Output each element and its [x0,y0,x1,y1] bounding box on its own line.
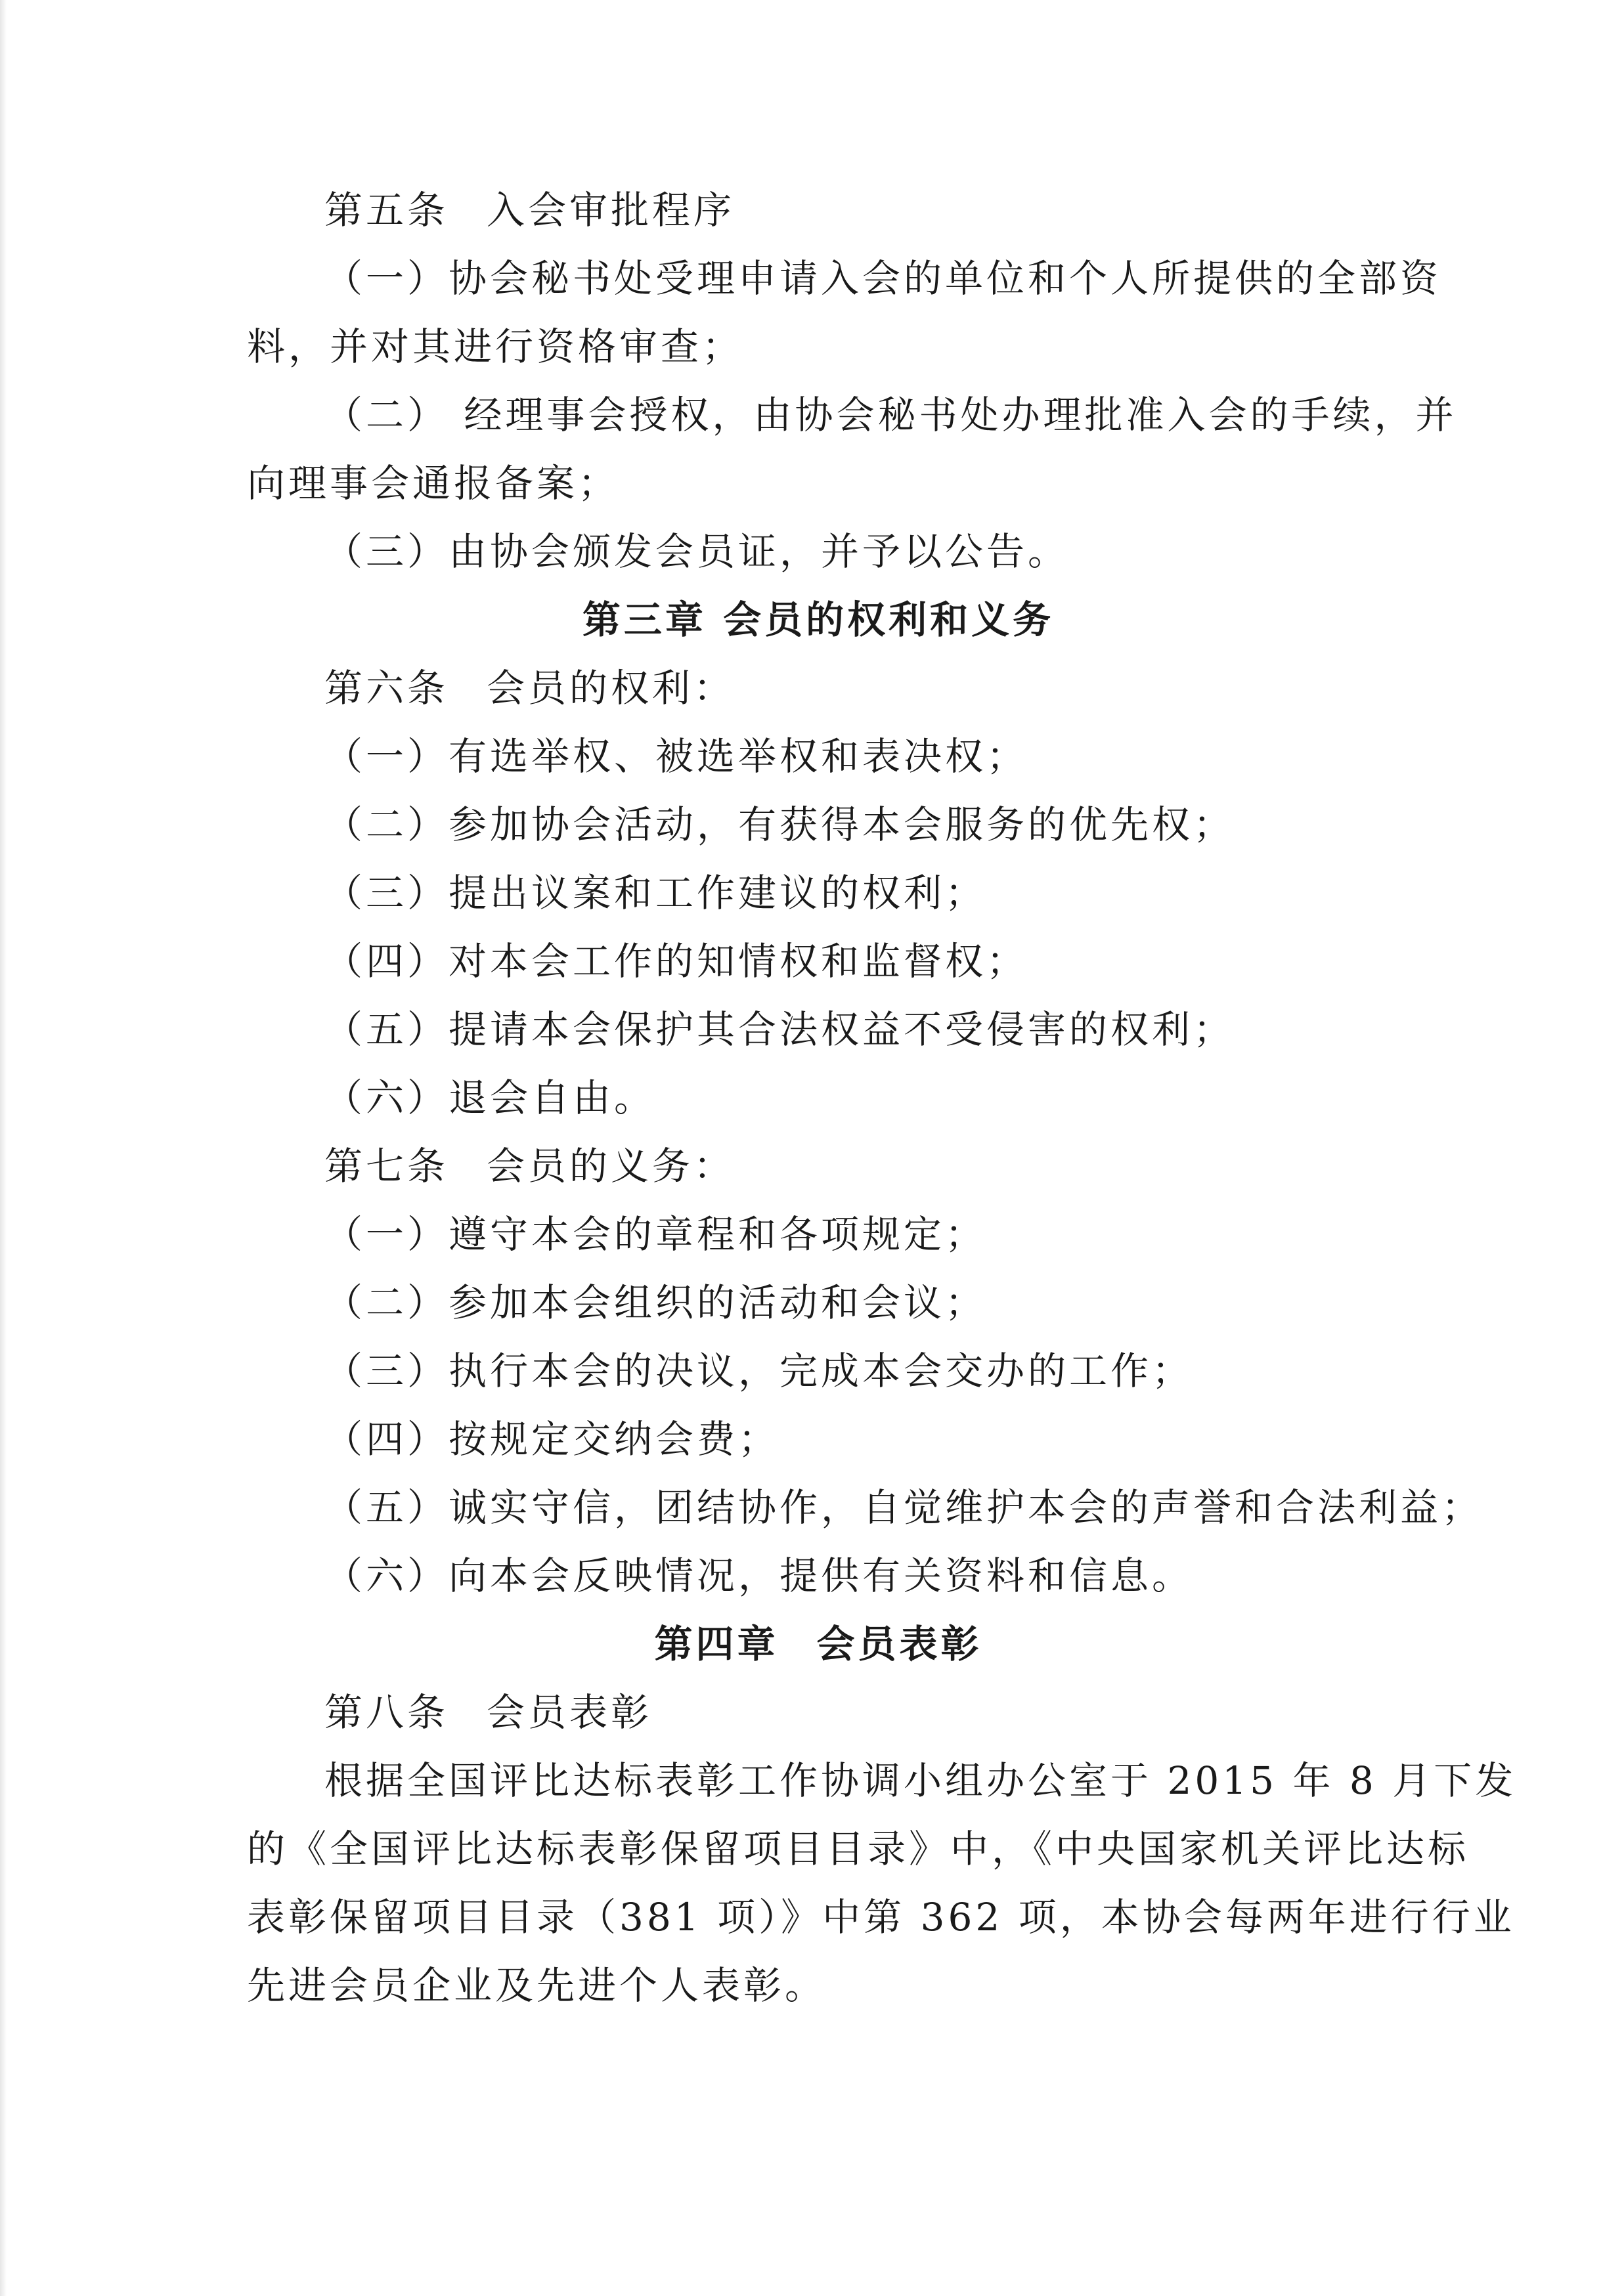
article-6-item-1: （一）有选举权、被选举权和表决权； [324,734,1028,779]
article-8-heading [247,1678,1390,1746]
article-6-heading [247,654,1390,722]
article-6-number: 第六条 [324,666,449,710]
chapter-4-number: 第四章 [654,1622,779,1666]
article-7-item-5: （五）诚实守信，团结协作，自觉维护本会的声誉和合法利益； [324,1485,1483,1530]
article-7-item-6: （六）向本会反映情况，提供有关资料和信息。 [324,1553,1194,1598]
article-7-item-2: （二）参加本会组织的活动和会议； [324,1280,987,1325]
article-8-paragraph-line-2: 的《全国评比达标表彰保留项目目录》中，《中央国家机关评比达标 [247,1827,1470,1871]
article-5-item-1-line-1: （一）协会秘书处受理申请入会的单位和个人所提供的全部资 [324,256,1442,301]
article-6-item-3: （三）提出议案和工作建议的权利； [324,871,987,915]
article-5-title: 入会审批程序 [487,188,735,232]
article-6-item-5: （五）提请本会保护其合法权益不受侵害的权利； [324,1007,1235,1052]
article-5-item-3: （三）由协会颁发会员证，并予以公告。 [324,529,1070,574]
article-8-paragraph-line-3: 表彰保留项目目录（381 项）》中第 362 项，本协会每两年进行行业 [247,1895,1515,1939]
article-8-title: 会员表彰 [487,1690,653,1735]
article-8-paragraph-line-1: 根据全国评比达标表彰工作协调小组办公室于 2015 年 8 月下发 [324,1758,1517,1803]
article-7-item-4: （四）按规定交纳会费； [324,1417,780,1462]
scan-edge-shadow [0,0,7,2296]
article-6-title: 会员的权利： [487,666,735,710]
article-5-item-2-line-2: 向理事会通报备案； [247,461,620,506]
article-7-title: 会员的义务： [487,1144,735,1188]
article-5-number: 第五条 [324,188,449,232]
article-6-item-4: （四）对本会工作的知情权和监督权； [324,939,1028,984]
article-5-item-2-line-1: （二） 经理事会授权，由协会秘书处办理批准入会的手续，并 [324,393,1457,437]
article-8-paragraph-line-4: 先进会员企业及先进个人表彰。 [247,1963,827,2008]
article-7-number: 第七条 [324,1144,449,1188]
article-7-item-1: （一）遵守本会的章程和各项规定； [324,1212,987,1257]
article-5-item-1-line-2: 料，并对其进行资格审查； [247,324,744,369]
document-body [247,176,1517,2020]
chapter-3-heading: 第三章 会员的权利和义务 [582,597,1055,642]
chapter-4-heading [247,1610,1390,1678]
chapter-4-title: 会员表彰 [816,1622,982,1666]
article-8-number: 第八条 [324,1690,449,1735]
article-5-heading [247,176,1390,244]
article-7-heading [247,1132,1390,1200]
article-7-item-3: （三）执行本会的决议，完成本会交办的工作； [324,1349,1194,1393]
article-6-item-6: （六）退会自由。 [324,1075,656,1120]
article-6-item-2: （二）参加协会活动，有获得本会服务的优先权； [324,802,1235,847]
